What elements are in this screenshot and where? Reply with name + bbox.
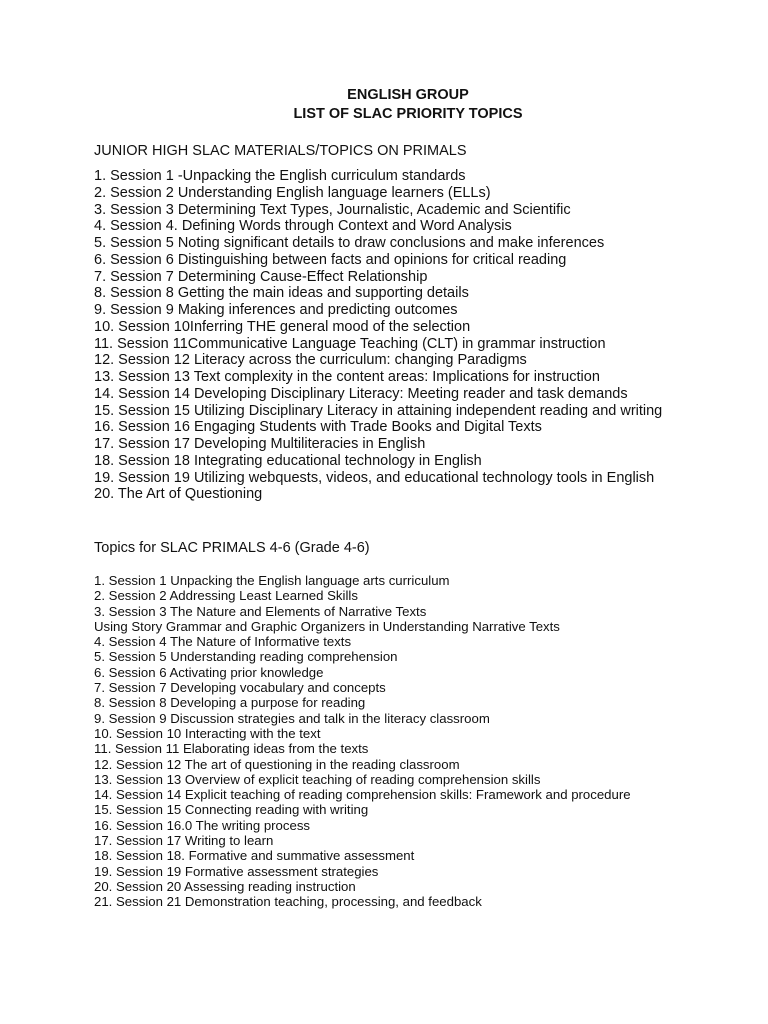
list-item: 16. Session 16.0 The writing process <box>94 817 311 833</box>
list-item: 11. Session 11Communicative Language Teaching (CLT) in grammar instruction <box>94 335 606 352</box>
list-item: 12. Session 12 The art of questioning in the reading classroom <box>94 756 460 772</box>
list-item: 5. Session 5 Noting significant details to draw conclusions and make inferences <box>94 235 605 251</box>
list-item: 20. The Art of Questioning <box>94 486 263 503</box>
list-item: 2. Session 2 Understanding English language learners (ELLs) <box>94 184 491 201</box>
list-item: 8. Session 8 Getting the main ideas and supporting details <box>94 285 469 302</box>
junior-high-heading: JUNIOR HIGH SLAC MATERIALS/TOPICS ON PRIMALS <box>94 143 467 159</box>
list-item: 18. Session 18. Formative and summative assessment <box>94 848 415 864</box>
junior-high-topic-list <box>94 168 662 503</box>
list-item: 7. Session 7 Developing vocabulary and concepts <box>94 680 386 696</box>
list-item: 6. Session 6 Activating prior knowledge <box>94 664 324 680</box>
list-item: 18. Session 18 Integrating educational technology in English <box>94 452 482 469</box>
list-item: 10. Session 10 Interacting with the text <box>94 725 321 741</box>
list-item: 6. Session 6 Distinguishing between facts and opinions for critical reading <box>94 251 567 268</box>
list-item: 11. Session 11 Elaborating ideas from the texts <box>94 741 369 757</box>
list-item-continuation: Using Story Grammar and Graphic Organizers in Understanding Narrative Texts <box>94 618 560 634</box>
list-item: 7. Session 7 Determining Cause-Effect Relationship <box>94 268 428 285</box>
list-item: 20. Session 20 Assessing reading instruction <box>94 878 356 894</box>
document-header <box>0 86 768 124</box>
list-title: LIST OF SLAC PRIORITY TOPICS <box>293 106 523 122</box>
primals-heading: Topics for SLAC PRIMALS 4-6 (Grade 4-6) <box>94 540 370 556</box>
list-item: 17. Session 17 Writing to learn <box>94 833 274 849</box>
list-item: 2. Session 2 Addressing Least Learned Skills <box>94 588 358 604</box>
list-item: 12. Session 12 Literacy across the curriculum: changing Paradigms <box>94 352 527 369</box>
list-item: 15. Session 15 Utilizing Disciplinary Literacy in attaining independent reading and writing <box>94 402 663 419</box>
list-item: 10. Session 10Inferring THE general mood of the selection <box>94 318 471 335</box>
list-item: 3. Session 3 The Nature and Elements of Narrative Texts <box>94 603 427 619</box>
list-item: 1. Session 1 -Unpacking the English curriculum standards <box>94 168 466 184</box>
list-item: 4. Session 4 The Nature of Informative texts <box>94 634 352 650</box>
list-item: 19. Session 19 Utilizing webquests, videos, and educational technology tools in English <box>94 469 655 486</box>
list-item: 21. Session 21 Demonstration teaching, processing, and feedback <box>94 894 482 910</box>
list-item: 3. Session 3 Determining Text Types, Journalistic, Academic and Scientific <box>94 201 571 218</box>
list-item: 4. Session 4. Defining Words through Context and Word Analysis <box>94 218 512 235</box>
list-item: 17. Session 17 Developing Multiliteracies in English <box>94 436 426 452</box>
list-item: 9. Session 9 Making inferences and predicting outcomes <box>94 302 458 318</box>
list-item: 5. Session 5 Understanding reading comprehension <box>94 649 398 665</box>
primals-topic-list <box>94 573 631 910</box>
list-item: 14. Session 14 Developing Disciplinary Literacy: Meeting reader and task demands <box>94 385 628 402</box>
list-item: 8. Session 8 Developing a purpose for reading <box>94 695 366 711</box>
group-title: ENGLISH GROUP <box>347 87 469 103</box>
list-item: 1. Session 1 Unpacking the English language arts curriculum <box>94 573 450 588</box>
list-item: 9. Session 9 Discussion strategies and talk in the literacy classroom <box>94 710 490 726</box>
list-item: 13. Session 13 Text complexity in the content areas: Implications for instruction <box>94 369 600 385</box>
list-item: 16. Session 16 Engaging Students with Trade Books and Digital Texts <box>94 419 542 436</box>
list-item: 14. Session 14 Explicit teaching of reading comprehension skills: Framework and procedure <box>94 787 631 803</box>
list-item: 19. Session 19 Formative assessment strategies <box>94 863 379 879</box>
list-item: 15. Session 15 Connecting reading with writing <box>94 802 369 818</box>
list-item: 13. Session 13 Overview of explicit teaching of reading comprehension skills <box>94 771 541 787</box>
